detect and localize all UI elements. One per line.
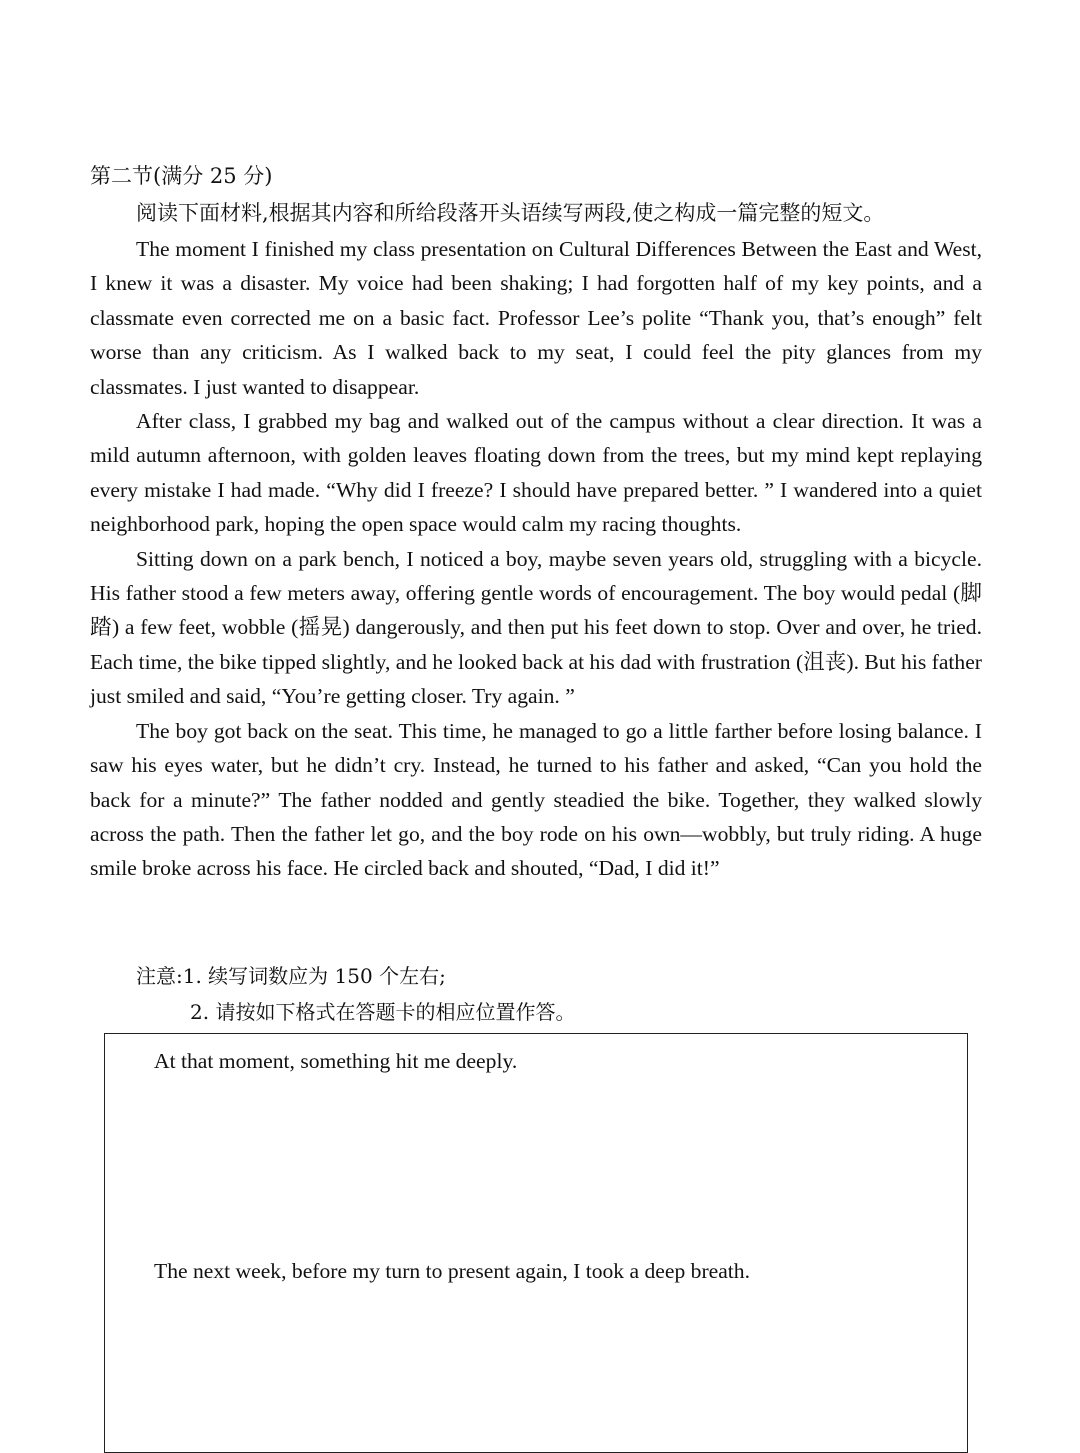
paragraph-starter-1: At that moment, something hit me deeply. [154, 1049, 518, 1073]
passage-paragraph-3: Sitting down on a park bench, I noticed a boy, maybe seven years old, struggling with a bicycle. His father stood a few meters away, offering gentle words of encouragement. The boy would pedal (脚踏) a few feet, wobble (摇晃) dangerously, and then put his feet down to stop. Over and over, he tried. Each time, the bike tipped slightly, and he looked back at his dad with frustration (沮丧). But his father just smiled and said, “You’re getting closer. Try again. ” [90, 546, 982, 709]
note-answer-format: 2. 请按如下格式在答题卡的相应位置作答。 [190, 1000, 576, 1024]
notes [136, 958, 575, 1030]
note-word-count: 注意:1. 续写词数应为 150 个左右; [136, 964, 446, 988]
passage-paragraph-2: After class, I grabbed my bag and walked out of the campus without a clear direction. It was a mild autumn afternoon, with golden leaves floating down from the trees, but my mind kept replaying every mistake I had made. “Why did I freeze? I should have prepared better. ” I wandered into a quiet neighborhood park, hoping the open space would calm my racing thoughts. [90, 409, 982, 537]
section-title: 第二节(满分 25 分) [90, 164, 273, 188]
paragraph-starter-2: The next week, before my turn to present again, I took a deep breath. [154, 1259, 751, 1283]
task-instruction: 阅读下面材料,根据其内容和所给段落开头语续写两段,使之构成一篇完整的短文。 [136, 201, 885, 225]
answer-box [104, 1033, 968, 1453]
passage-paragraph-4: The boy got back on the seat. This time, he managed to go a little farther before losing balance. I saw his eyes water, but he didn’t cry. Instead, he turned to his father and asked, “Can you hold the back for a minute?” The father nodded and gently steadied the bike. Together, they walked slowly across the path. Then the father let go, and the boy rode on his own—wobbly, but truly riding. A huge smile broke across his face. He circled back and shouted, “Dad, I did it!” [90, 718, 982, 881]
passage-paragraph-1: The moment I finished my class presentation on Cultural Differences Between the East and West, I knew it was a disaster. My voice had been shaking; I had forgotten half of my key points, and a classmate even corrected me on a basic fact. Professor Lee’s polite “Thank you, that’s enough” felt worse than any criticism. As I walked back to my seat, I could feel the pity glances from my classmates. I just wanted to disappear. [90, 237, 982, 399]
reading-passage [90, 232, 982, 886]
